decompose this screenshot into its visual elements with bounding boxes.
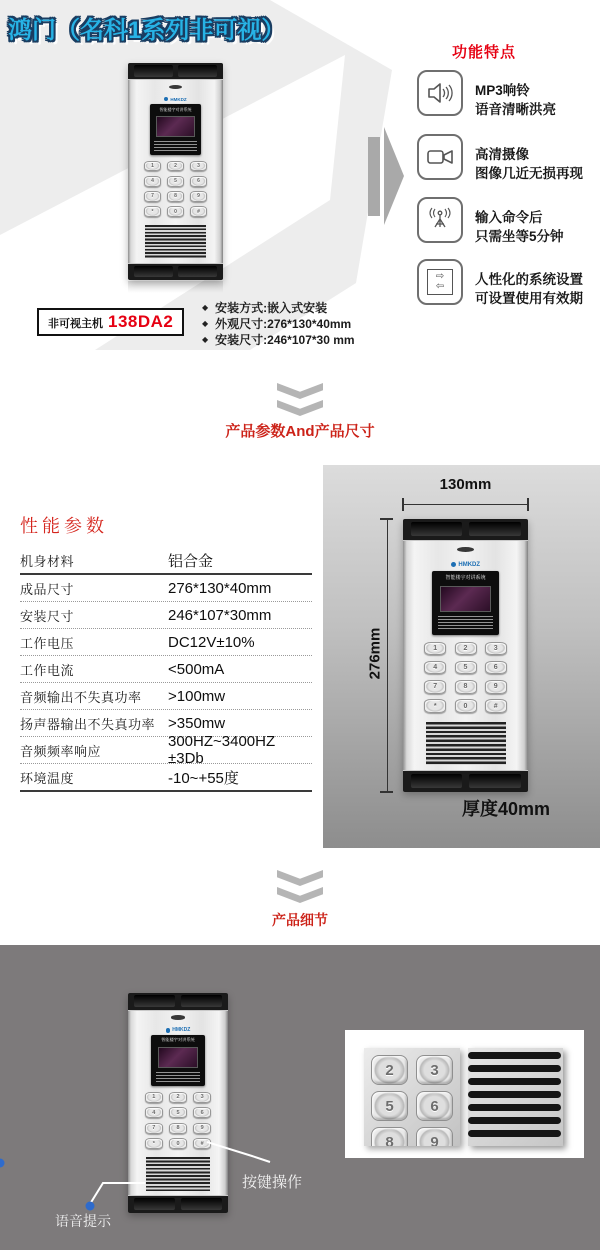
keypad-key: 9 xyxy=(485,680,507,693)
callout-keys-label: 按键操作 xyxy=(242,1174,303,1191)
callout-dot xyxy=(0,1159,5,1168)
keypad-key: 7 xyxy=(424,680,446,693)
feature-line: 高清摄像 xyxy=(475,147,529,162)
bullet-text: 安装方式:嵌入式安装 xyxy=(215,300,328,315)
keypad-key: 1 xyxy=(144,161,161,172)
table-row xyxy=(20,575,312,602)
table-row xyxy=(20,547,312,575)
lcd-screen xyxy=(156,116,195,137)
display-panel xyxy=(150,104,201,155)
section-heading-params: 产品参数And产品尺寸 xyxy=(225,423,375,440)
brand-logo xyxy=(128,97,223,102)
keypad-key: 6 xyxy=(485,661,507,674)
keypad-key: 2 xyxy=(169,1092,187,1103)
system-icon: ⇨ ⇦ xyxy=(417,259,463,305)
list-item xyxy=(202,299,355,315)
feature-line: 输入命令后 xyxy=(475,210,543,225)
feature-line: 语音清晰洪亮 xyxy=(475,102,556,117)
features-title: 功能特点 xyxy=(452,44,517,61)
intercom-device-dimension-photo xyxy=(403,519,528,792)
list-item xyxy=(202,315,355,331)
panel-title: 智能楼宇对讲系统 xyxy=(445,575,486,582)
panel-title: 智能楼宇对讲系统 xyxy=(161,1037,195,1043)
keypad-key: 3 xyxy=(190,161,207,172)
keypad-key: 1 xyxy=(424,642,446,655)
keypad-key: 9 xyxy=(416,1127,453,1146)
mic-hole xyxy=(169,85,182,89)
feature-line: 人性化的系统设置 xyxy=(475,272,583,287)
table-row xyxy=(20,656,312,683)
grille-slat xyxy=(468,1052,561,1059)
keypad-key: 9 xyxy=(190,191,207,202)
device-bottom-cap xyxy=(128,263,223,280)
antenna-icon xyxy=(417,197,463,243)
diamond-bullet-icon: ◆ xyxy=(202,302,209,312)
row-value: 246*107*30mm xyxy=(168,606,272,624)
section-heading-details: 产品细节 xyxy=(272,912,328,928)
keypad-key: * xyxy=(424,699,446,713)
keypad-key: 2 xyxy=(455,642,477,655)
dimension-tick xyxy=(380,518,393,520)
keypad-key: 6 xyxy=(190,176,207,187)
row-value: >350mw xyxy=(168,714,226,732)
intercom-device-photo xyxy=(128,63,223,280)
table-row xyxy=(20,733,312,767)
details-section xyxy=(0,945,600,1250)
width-dimension-line xyxy=(403,504,528,505)
keypad-key: 4 xyxy=(145,1107,163,1118)
device-bottom-cap xyxy=(403,770,528,792)
display-panel xyxy=(432,571,500,635)
lcd-screen xyxy=(440,586,491,612)
arrow-bar xyxy=(368,137,380,216)
feature-line: 只需坐等5分钟 xyxy=(475,229,564,244)
speaker-grille xyxy=(145,225,206,259)
brand-logo-text: HMKDZ xyxy=(458,561,481,568)
row-label: 扬声器输出不失真功率 xyxy=(20,716,156,732)
keypad-key: 7 xyxy=(144,191,161,202)
dimension-tick xyxy=(402,498,404,511)
device-reflection xyxy=(128,281,223,293)
row-label: 工作电压 xyxy=(20,635,75,651)
row-value: 276*130*40mm xyxy=(168,579,272,597)
keypad-key: 8 xyxy=(455,680,477,693)
instruction-lines xyxy=(438,616,493,630)
device-top-cap xyxy=(403,519,528,541)
dimension-tick xyxy=(527,498,529,511)
model-label-box xyxy=(37,308,184,336)
keypad-key: 0 xyxy=(167,206,184,217)
instruction-lines xyxy=(154,141,196,152)
hero-section xyxy=(0,0,600,460)
keypad-key: 3 xyxy=(485,642,507,655)
width-dimension-label: 130mm xyxy=(439,476,492,493)
grille-closeup-photo xyxy=(468,1048,563,1146)
grille-slat xyxy=(468,1130,561,1137)
chevron-down-icon xyxy=(277,870,323,886)
keypad-key: 8 xyxy=(169,1123,187,1134)
keypad-key: # xyxy=(485,699,507,713)
table-row xyxy=(20,629,312,656)
row-label: 机身材料 xyxy=(20,553,75,569)
table-row xyxy=(20,683,312,710)
row-value: <500mA xyxy=(168,660,225,678)
keypad-key: 2 xyxy=(167,161,184,172)
diamond-bullet-icon: ◆ xyxy=(202,318,209,328)
keypad-key: 3 xyxy=(416,1055,453,1085)
page-title: 鸿门（名科1系列非可视） xyxy=(8,17,286,44)
row-value: -10~+55度 xyxy=(168,769,239,787)
keypad-key: 5 xyxy=(455,661,477,674)
keypad-key: 8 xyxy=(167,191,184,202)
keypad-key: 9 xyxy=(193,1123,211,1134)
keypad-key: 5 xyxy=(169,1107,187,1118)
logo-mark-icon xyxy=(164,97,168,101)
performance-title: 性能参数 xyxy=(20,516,108,536)
keypad-key: # xyxy=(193,1138,211,1149)
table-row xyxy=(20,764,312,792)
keypad-key: 6 xyxy=(416,1091,453,1121)
keypad-key: 4 xyxy=(144,176,161,187)
grille-slat xyxy=(468,1065,561,1072)
bullet-text: 外观尺寸:276*130*40mm xyxy=(215,316,352,331)
row-value: >100mw xyxy=(168,687,226,705)
install-bullets xyxy=(202,299,355,347)
keypad-key: 4 xyxy=(424,661,446,674)
row-value: DC12V±10% xyxy=(168,633,255,651)
row-label: 音频输出不失真功率 xyxy=(20,689,142,705)
keypad-key: 8 xyxy=(371,1127,408,1146)
brand-logo xyxy=(403,562,528,568)
keypad-key: 5 xyxy=(371,1091,408,1121)
dimension-tick xyxy=(380,791,393,793)
model-number: 138DA2 xyxy=(108,312,174,331)
keypad-key: 6 xyxy=(193,1107,211,1118)
feature-line: 图像几近无损再现 xyxy=(475,166,583,181)
keypad-key: 7 xyxy=(145,1123,163,1134)
performance-table xyxy=(20,512,312,792)
keypad-key: # xyxy=(190,206,207,217)
grille-slat xyxy=(468,1091,561,1098)
speaker-grille xyxy=(426,722,506,764)
detail-photos-panel xyxy=(345,1030,584,1158)
keypad xyxy=(144,161,207,217)
brand-logo-text: HMKDZ xyxy=(170,96,187,102)
callout-voice-label: 语音提示 xyxy=(55,1213,111,1229)
row-label: 工作电流 xyxy=(20,662,75,678)
grille-slat xyxy=(468,1078,561,1085)
table-row xyxy=(20,602,312,629)
depth-dimension-label: 厚度40mm xyxy=(462,799,551,819)
panel-title: 智能楼宇对讲系统 xyxy=(159,106,192,112)
device-top-cap xyxy=(128,63,223,80)
feature-line: MP3响铃 xyxy=(475,83,530,98)
height-dimension-line xyxy=(387,519,388,792)
row-label: 安装尺寸 xyxy=(20,608,75,624)
speaker-icon xyxy=(417,70,463,116)
brand-logo-text: HMKDZ xyxy=(172,1027,191,1034)
list-item xyxy=(202,331,355,347)
row-label: 环境温度 xyxy=(20,770,75,786)
height-dimension-label: 276mm xyxy=(366,627,384,680)
chevron-down-icon xyxy=(277,887,323,903)
model-prefix: 非可视主机 xyxy=(48,318,103,330)
bullet-text: 安装尺寸:246*107*30 mm xyxy=(215,332,355,347)
diamond-bullet-icon: ◆ xyxy=(202,334,209,344)
keypad-key: 3 xyxy=(193,1092,211,1103)
feature-line: 可设置使用有效期 xyxy=(475,291,583,306)
row-label: 音频频率响应 xyxy=(20,743,102,759)
keypad-key: 5 xyxy=(167,176,184,187)
grille-slat xyxy=(468,1104,561,1111)
row-value: 铝合金 xyxy=(168,552,214,570)
keypad-key: 2 xyxy=(371,1055,408,1085)
keypad-key: 0 xyxy=(169,1138,187,1149)
logo-mark-icon xyxy=(451,562,456,567)
keypad-key: 1 xyxy=(145,1092,163,1103)
keypad-key: 0 xyxy=(455,699,477,713)
arrow-right-icon xyxy=(384,127,404,225)
callout-dot xyxy=(86,1202,95,1211)
keypad xyxy=(424,642,507,713)
grille-slat xyxy=(468,1117,561,1124)
row-value: 300HZ~3400HZ ±3Db xyxy=(168,733,276,767)
row-label: 成品尺寸 xyxy=(20,581,75,597)
keypad-closeup-photo xyxy=(364,1048,460,1146)
camera-icon xyxy=(417,134,463,180)
mic-hole xyxy=(457,547,475,552)
keypad-key: * xyxy=(145,1138,163,1149)
keypad-key: * xyxy=(144,206,161,217)
